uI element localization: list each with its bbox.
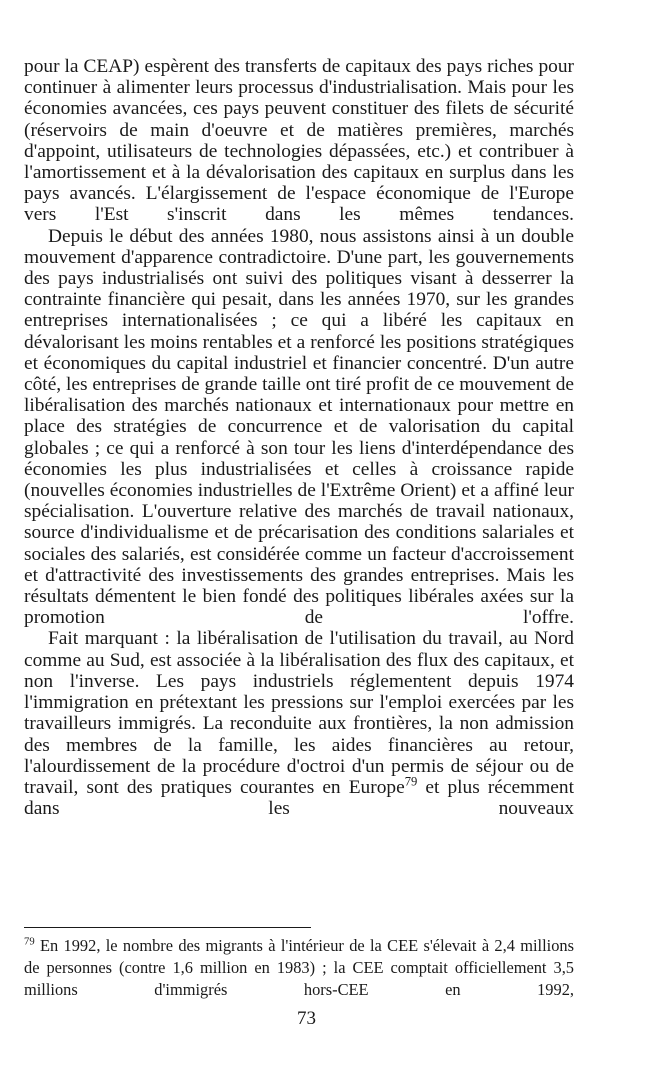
paragraph-1	[24, 56, 574, 226]
body-text	[24, 56, 574, 819]
footnote	[24, 935, 574, 1000]
paragraph-2-text: Depuis le début des années 1980, nous assistons ainsi à un double mouvement d'apparence contradictoire. D'une part, les gouvernements des pays industrialisés ont suivi des politiques visant à desserrer la contrainte financière qui pesait, dans les années 1970, sur les grandes entreprises internationalisées ; ce qui a libéré les capitaux en dévalorisant les moins rentables et a renforcé les positions stratégiques et économiques du capital industriel et financier concentré. D'un autre côté, les entreprises de grande taille ont tiré profit de ce mouvement de libéralisation des marchés nationaux et internationaux pour mettre en place des stratégies de concurrence et de valorisation du capital globales ; ce qui a renforcé à son tour les liens d'interdépendance des économies les plus industrialisées et celles à croissance rapide (nouvelles économies industrielles de l'Extrême Orient) et a affiné leur spécialisation. L'ouverture relative des marchés de travail nationaux, source d'individualisme et de précarisation des conditions salariales et sociales des salariés, est considérée comme un facteur d'accroissement et d'attractivité des investissements des grandes entreprises. Mais les résultats démentent le bien fondé des politiques libérales axées sur la promotion de l'offre.	[24, 225, 574, 629]
page-number: 73	[297, 1008, 316, 1029]
paragraph-2	[24, 226, 574, 629]
paragraph-3	[24, 628, 574, 819]
footnote-separator	[24, 927, 311, 928]
footnote-reference: 79	[404, 774, 418, 789]
footnote-text: En 1992, le nombre des migrants à l'intérieur de la CEE s'élevait à 2,4 millions de personnes (contre 1,6 million en 1983) ; la CEE comptait officiellement 3,5 millions d'immigrés hors-CEE en 1992,	[24, 936, 574, 999]
paragraph-3-text-end: et plus récemment dans les nouveaux	[24, 776, 574, 820]
paragraph-3-text-start: Fait marquant : la libéralisation de l'utilisation du travail, au Nord comme au Sud, est associée à la libéralisation des flux des capitaux, et non l'inverse. Les pays industriels réglementent depuis 1974 l'immigration en prétextant les pressions sur l'emploi exercées par les travailleurs immigrés. La reconduite aux frontières, la non admission des membres de la famille, les aides financières au retour, l'alourdissement de la procédure d'octroi d'un permis de séjour ou de travail, sont des pratiques courantes en Europe	[24, 628, 574, 798]
paragraph-1-text: pour la CEAP) espèrent des transferts de capitaux des pays riches pour continuer à alimenter leurs processus d'industrialisation. Mais pour les économies avancées, ces pays peuvent constituer des filets de sécurité (réservoirs de main d'oeuvre et de matières premières, marchés d'appoint, utilisateurs de technologies dépassées, etc.) et contribuer à l'amortissement et à la dévalorisation des capitaux en surplus dans les pays avancés. L'élargissement de l'espace économique de l'Europe vers l'Est s'inscrit dans les mêmes tendances.	[24, 56, 574, 226]
footnote-marker: 79	[24, 936, 35, 948]
